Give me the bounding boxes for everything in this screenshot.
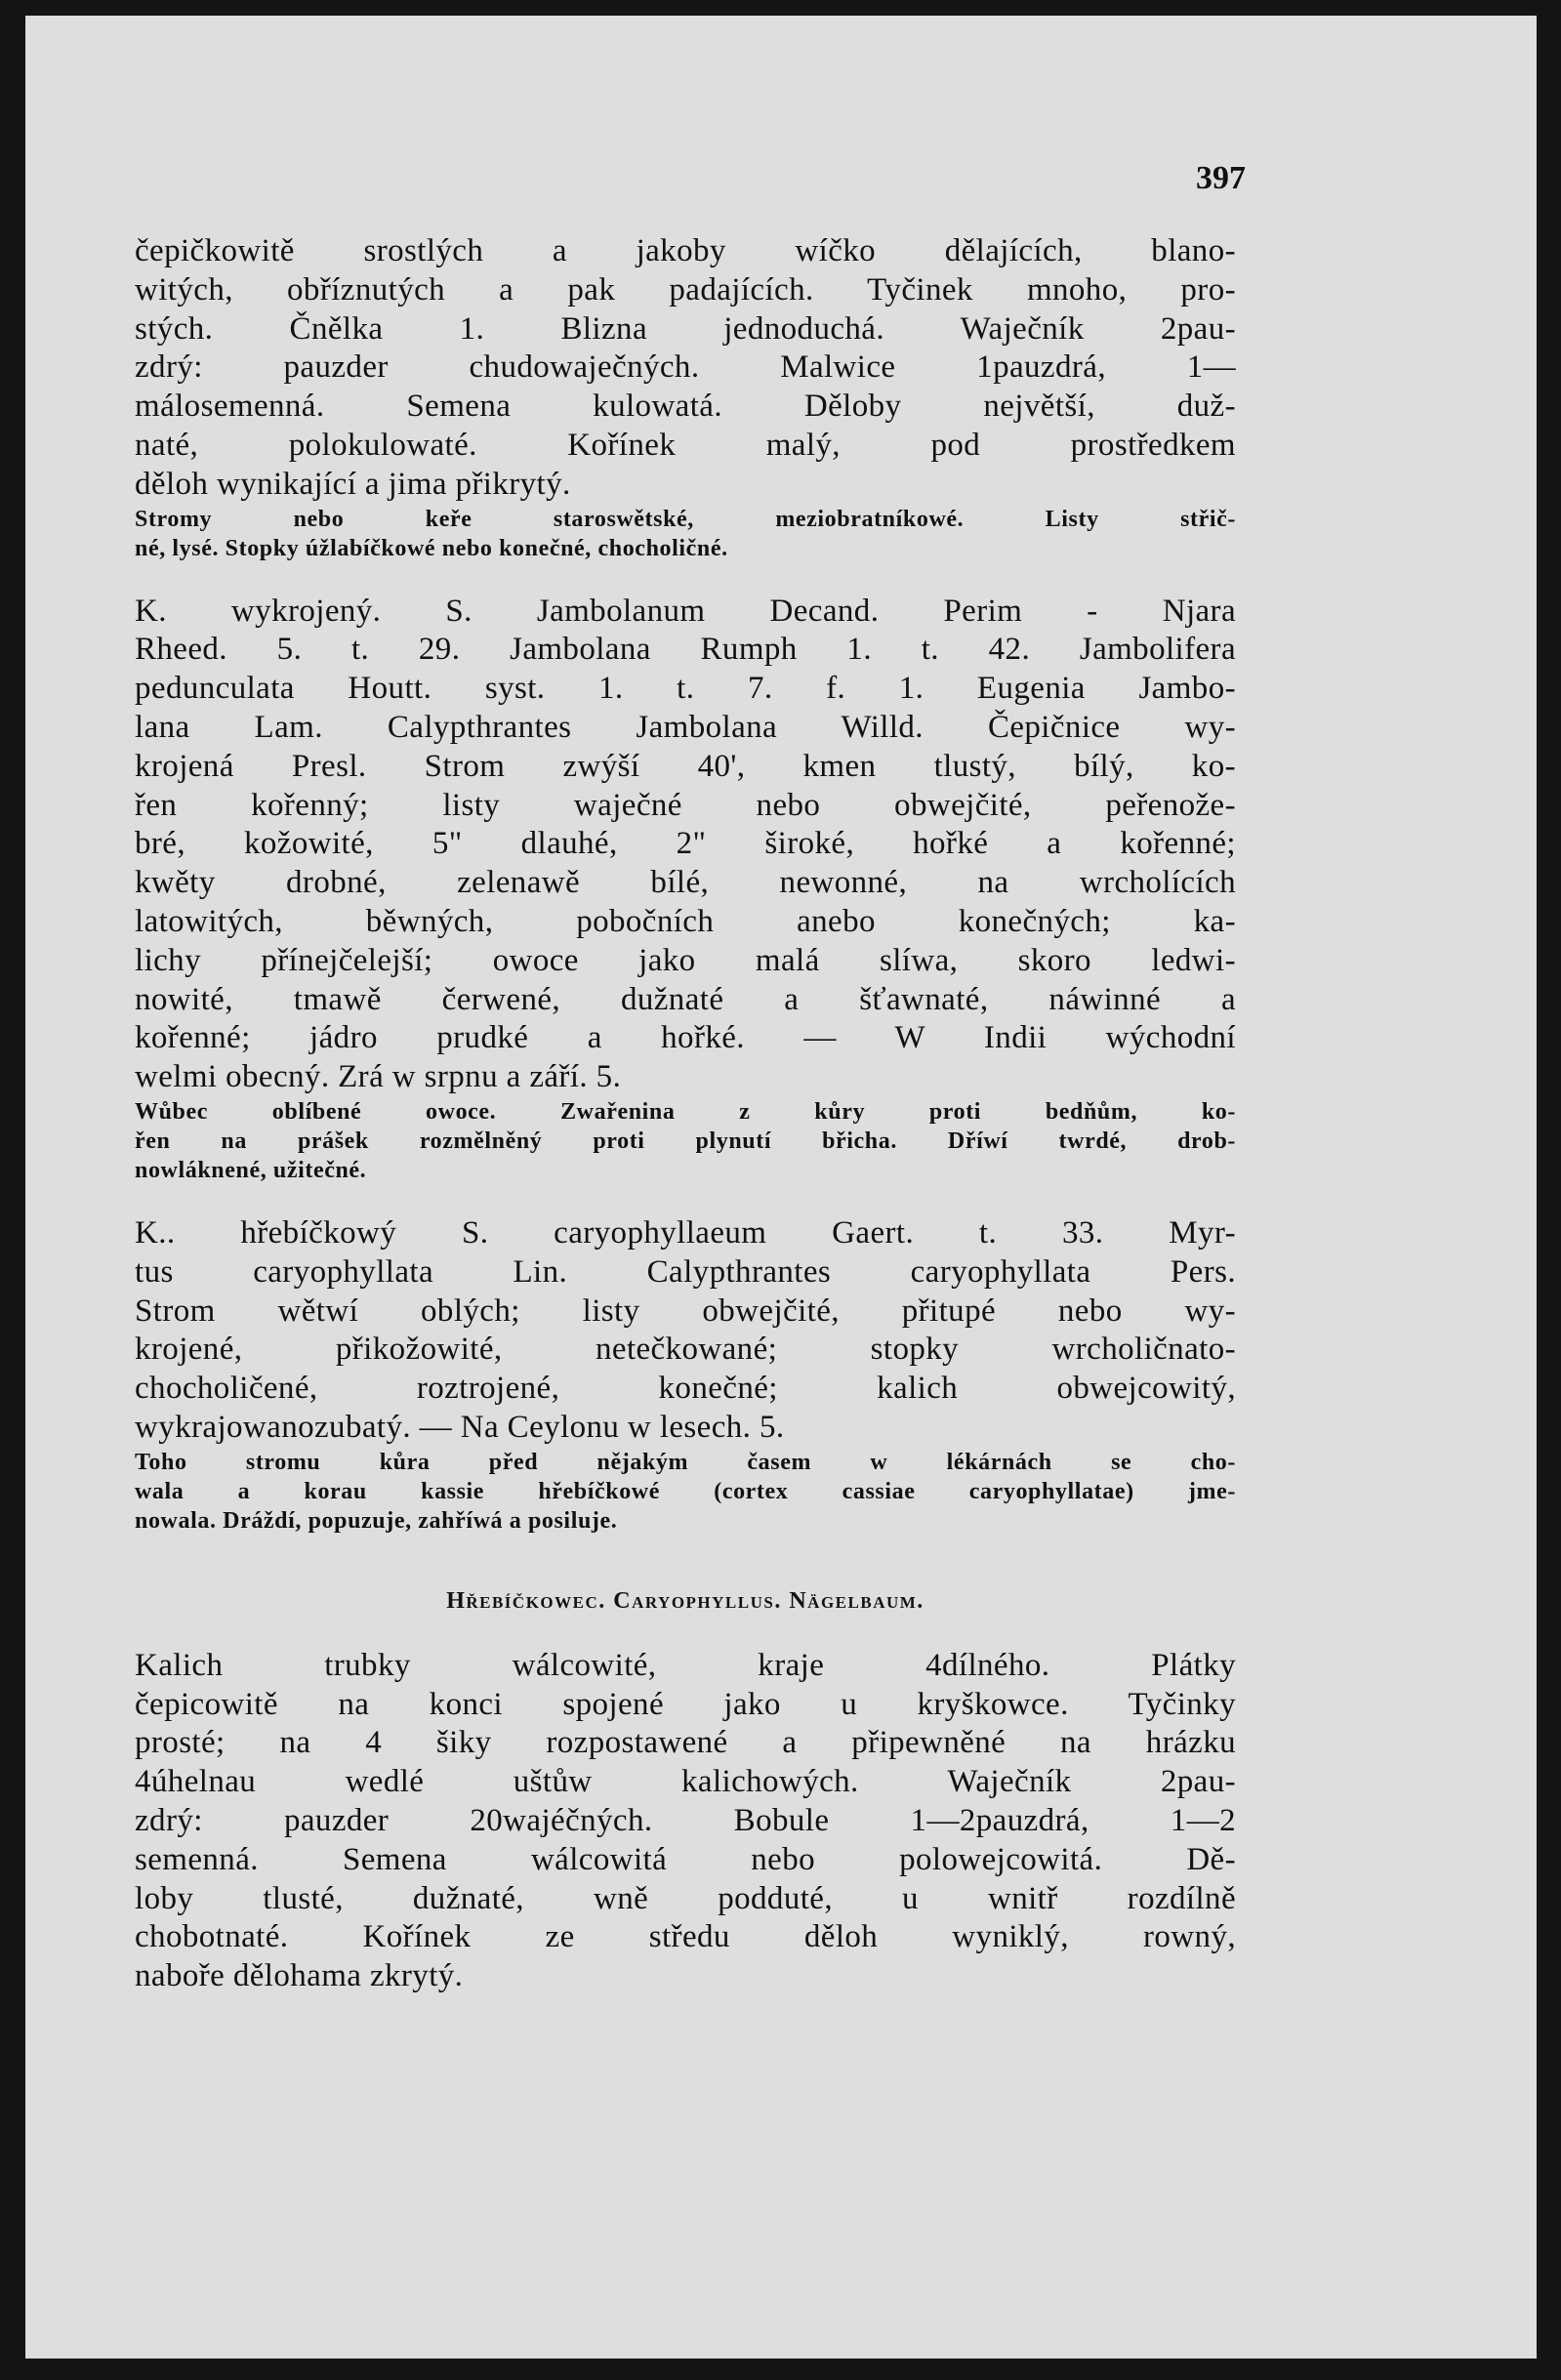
text-line: čepičkowitě srostlých a jakoby wíčko dělajících, blano- [135,233,1236,268]
page-number: 397 [1196,160,1246,196]
spacer [135,1536,1236,1584]
text-line: pedunculata Houtt. syst. 1. t. 7. f. 1. Eugenia Jambo- [135,671,1236,707]
spacer [135,1618,1236,1647]
text-line: latowitých, běwných, pobočních anebo konečných; ka- [135,903,1236,939]
note-line: né, lysé. Stopky úžlabíčkowé nebo konečné, chocholičné. [135,535,728,561]
text-line: čepicowitě na konci spojené jako u kryškowce. Tyčinky [135,1686,1236,1722]
note-line: wala a korau kassie hřebíčkowé (cortex cassiae caryophyllatae) jme- [135,1478,1236,1504]
text-line: chobotnaté. Kořínek ze středu děloh wyniklý, rowný, [135,1919,1236,1955]
text-line: naté, polokulowaté. Kořínek malý, pod prostředkem [135,427,1236,463]
text-line: K. wykrojený. S. Jambolanum Decand. Perim - Njara [135,593,1236,629]
text-line: naboře dělohama zkrytý. [135,1958,464,1994]
spacer [135,1185,1236,1214]
text-line: Strom wětwí oblých; listy obwejčité, přitupé nebo wy- [135,1293,1236,1329]
spacer [135,563,1236,593]
text-line: řen kořenný; listy waječné nebo obwejčité, peřenože- [135,787,1236,823]
note-line: Toho stromu kůra před nějakým časem w lékárnách se cho- [135,1449,1236,1475]
text-line: K.. hřebíčkowý S. caryophyllaeum Gaert. t. 33. Myr- [135,1214,1236,1251]
book-page [25,16,1537,2359]
text-line: děloh wynikající a jima přikrytý. [135,466,571,502]
genus-heading: Hřebíčkowec. Caryophyllus. Nägelbaum. [446,1587,924,1614]
text-line: loby tlusté, dužnaté, wně podduté, u wnitř rozdílně [135,1880,1236,1916]
text-line: tus caryophyllata Lin. Calypthrantes caryophyllata Pers. [135,1253,1236,1290]
note-line: nowláknené, užitečné. [135,1157,367,1183]
text-line: stých. Čnělka 1. Blizna jednoduchá. Waječník 2pau- [135,310,1236,347]
text-line: kwěty drobné, zelenawě bílé, newonné, na wrcholících [135,865,1236,901]
text-line: nowité, tmawě čerwené, dužnaté a šťawnaté, náwinné a [135,981,1236,1017]
text-line: 4úhelnau wedlé uštůw kalichowých. Waječník 2pau- [135,1764,1236,1800]
text-line: semenná. Semena wálcowitá nebo polowejcowitá. Dě- [135,1841,1236,1877]
text-line: Kalich trubky wálcowité, kraje 4dílného. Plátky [135,1647,1236,1683]
page-text [135,232,1236,1996]
text-line: zdrý: pauzder chudowaječných. Malwice 1pauzdrá, 1— [135,349,1236,386]
text-line: lichy přínejčelejší; owoce jako malá slíwa, skoro ledwi- [135,942,1236,978]
text-line: krojená Presl. Strom zwýší 40', kmen tlustý, bílý, ko- [135,748,1236,784]
note-line: řen na prášek rozmělněný proti plynutí břicha. Dříwí twrdé, drob- [135,1128,1236,1154]
text-line: chocholičené, roztrojené, konečné; kalich obwejcowitý, [135,1371,1236,1407]
text-line: prosté; na 4 šiky rozpostawené a připewněné na hrázku [135,1725,1236,1761]
text-line: málosemenná. Semena kulowatá. Děloby největší, duž- [135,389,1236,425]
note-line: Stromy nebo keře staroswětské, meziobratníkowé. Listy střič- [135,506,1236,532]
text-line: wykrajowanozubatý. — Na Ceylonu w lesech. 5. [135,1409,785,1445]
note-line: Wůbec oblíbené owoce. Zwařenina z kůry proti bedňům, ko- [135,1098,1236,1125]
text-line: witých, obříznutých a pak padajících. Tyčinek mnoho, pro- [135,271,1236,308]
text-line: zdrý: pauzder 20wajéčných. Bobule 1—2pauzdrá, 1—2 [135,1802,1236,1838]
text-line: krojené, přikožowité, netečkowané; stopky wrcholičnato- [135,1332,1236,1368]
note-line: nowala. Dráždí, popuzuje, zahříwá a posiluje. [135,1507,618,1534]
text-line: bré, kožowité, 5" dlauhé, 2" široké, hořké a kořenné; [135,826,1236,862]
text-line: welmi obecný. Zrá w srpnu a září. 5. [135,1059,622,1095]
text-line: lana Lam. Calypthrantes Jambolana Willd. Čepičnice wy- [135,709,1236,745]
text-line: Rheed. 5. t. 29. Jambolana Rumph 1. t. 42. Jambolifera [135,632,1236,668]
text-line: kořenné; jádro prudké a hořké. — W Indii wýchodní [135,1020,1236,1056]
